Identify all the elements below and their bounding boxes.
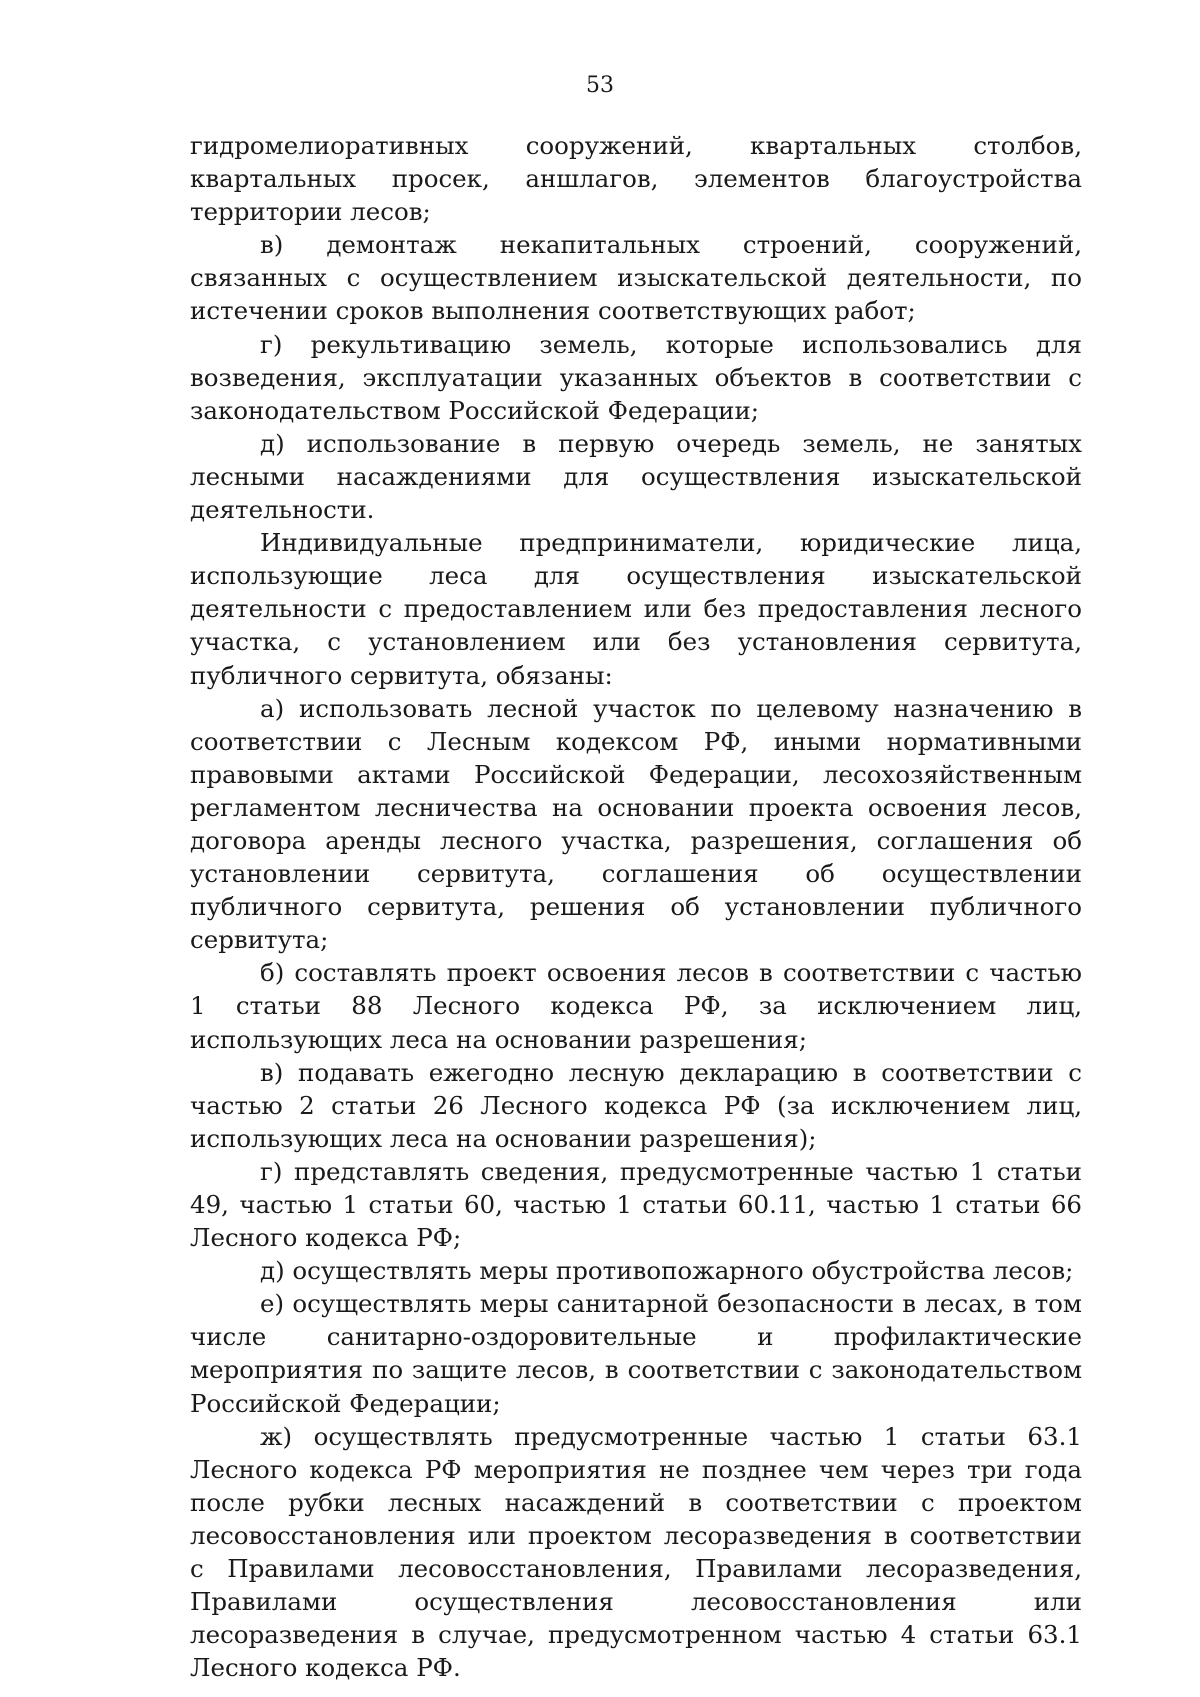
paragraph-obligation-a: а) использовать лесной участок по целевому назначению в соответствии с Лесным кодексом РФ, иными нормативными правовыми актами Российской Федерации, лесохозяйственным регламентом лесничества на основании проекта освоения лесов, договора аренды лесного участка, разрешения, соглашения об установлении сервитута, соглашения об осуществлении публичного сервитута, решения об установлении публичного сервитута;	[190, 693, 1082, 955]
paragraph-obligation-e: е) осуществлять меры санитарной безопасности в лесах, в том числе санитарно-оздоровительные и профилактические мероприятия по защите лесов, в соответствии с законодательством Российской Федерации;	[190, 1289, 1082, 1418]
page-number: 53	[586, 73, 614, 98]
paragraph-obligation-b: б) составлять проект освоения лесов в соответствии с частью 1 статьи 88 Лесного кодекса РФ, за исключением лиц, использующих леса на основании разрешения;	[190, 958, 1082, 1054]
paragraph-obligation-v: в) подавать ежегодно лесную декларацию в соответствии с частью 2 статьи 26 Лесного кодекса РФ (за исключением лиц, использующих леса на основании разрешения);	[190, 1057, 1082, 1153]
paragraph-item-g: г) рекультивацию земель, которые использовались для возведения, эксплуатации указанных объектов в соответствии с законодательством Российской Федерации;	[190, 329, 1082, 425]
paragraph-obligation-g: г) представлять сведения, предусмотренные частью 1 статьи 49, частью 1 статьи 60, частью 1 статьи 60.11, частью 1 статьи 66 Лесного кодекса РФ;	[190, 1156, 1082, 1253]
paragraph-obligation-d: д) осуществлять меры противопожарного обустройства лесов;	[260, 1256, 1074, 1286]
document-body	[190, 129, 1082, 1684]
paragraph-continuation: гидромелиоративных сооружений, квартальных столбов, квартальных просек, аншлагов, элементов благоустройства территории лесов;	[190, 131, 1082, 227]
paragraph-item-d: д) использование в первую очередь земель, не занятых лесными насаждениями для осуществления изыскательской деятельности.	[190, 428, 1082, 525]
paragraph-obligation-zh: ж) осуществлять предусмотренные частью 1 статьи 63.1 Лесного кодекса РФ мероприятия не позднее чем через три года после рубки лесных насаждений в соответствии с проектом лесовосстановления или проектом лесоразведения в соответствии с Правилами лесовосстановления, Правилами лесоразведения, Правилами осуществления лесовосстановления или лесоразведения в случае, предусмотренном частью 4 статьи 63.1 Лесного кодекса РФ.	[190, 1421, 1082, 1683]
paragraph-obligations-intro: Индивидуальные предприниматели, юридические лица, использующие леса для осуществления изыскательской деятельности с предоставлением или без предоставления лесного участка, с установлением или без установления сервитута, публичного сервитута, обязаны:	[190, 528, 1082, 690]
paragraph-item-v: в) демонтаж некапитальных строений, сооружений, связанных с осуществлением изыскательской деятельности, по истечении сроков выполнения соответствующих работ;	[190, 230, 1082, 326]
